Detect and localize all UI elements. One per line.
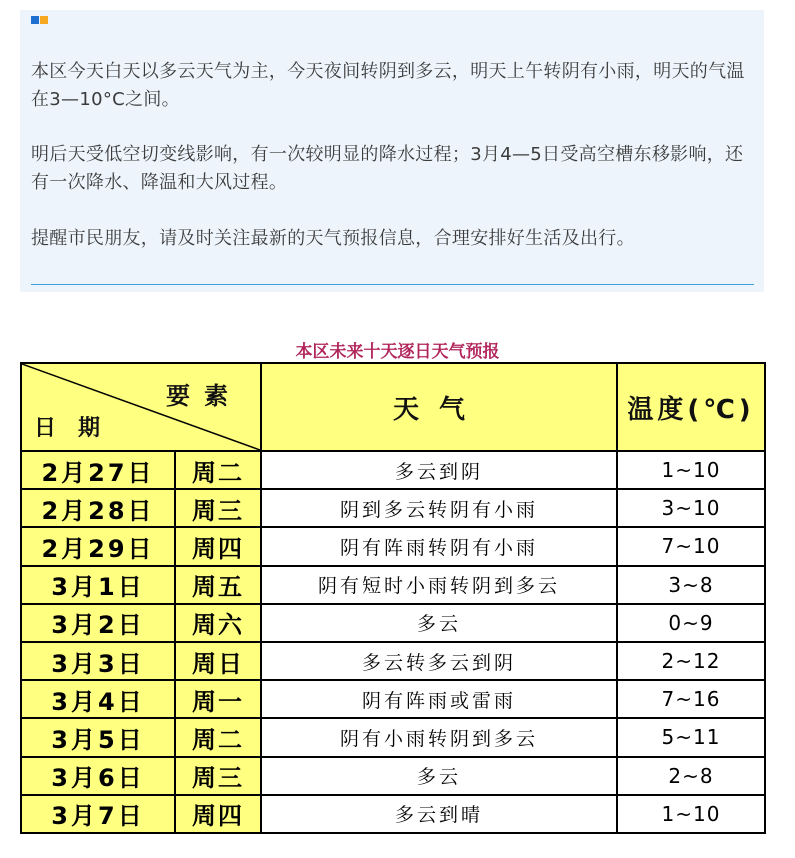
temperature-cell: 7~16 — [617, 680, 765, 718]
temperature-cell: 5~11 — [617, 718, 765, 756]
weekday-cell: 周日 — [175, 642, 261, 680]
corner-decoration-icon — [31, 16, 49, 25]
temperature-cell: 3~10 — [617, 489, 765, 527]
table-row — [21, 757, 765, 795]
weekday-cell: 周四 — [175, 795, 261, 833]
table-row — [21, 795, 765, 833]
table-row — [21, 489, 765, 527]
weekday-cell: 周三 — [175, 757, 261, 795]
date-cell: 3月3日 — [21, 642, 175, 680]
date-cell: 3月7日 — [21, 795, 175, 833]
weekday-cell: 周三 — [175, 489, 261, 527]
summary-paragraph-3: 提醒市民朋友，请及时关注最新的天气预报信息，合理安排好生活及出行。 — [31, 228, 635, 249]
table-row — [21, 680, 765, 718]
temperature-cell: 3~8 — [617, 566, 765, 604]
weekday-cell: 周二 — [175, 451, 261, 489]
table-row — [21, 527, 765, 565]
summary-paragraph-1: 本区今天白天以多云天气为主，今天夜间转阴到多云，明天上午转阴有小雨，明天的气温在3—10°C之间。 — [31, 61, 745, 110]
weather-cell: 阴有短时小雨转阴到多云 — [261, 566, 617, 604]
header-date-element-cell — [21, 363, 261, 451]
date-cell: 2月29日 — [21, 527, 175, 565]
weekday-cell: 周五 — [175, 566, 261, 604]
header-weather: 天气 — [261, 363, 617, 451]
forecast-table — [20, 362, 766, 834]
date-cell: 3月1日 — [21, 566, 175, 604]
weather-cell: 多云 — [261, 757, 617, 795]
weather-cell: 多云到晴 — [261, 795, 617, 833]
table-row — [21, 604, 765, 642]
date-cell: 2月27日 — [21, 451, 175, 489]
temperature-cell: 2~12 — [617, 642, 765, 680]
weather-cell: 多云到阴 — [261, 451, 617, 489]
date-cell: 3月4日 — [21, 680, 175, 718]
date-cell: 2月28日 — [21, 489, 175, 527]
summary-paragraph-2: 明后天受低空切变线影响，有一次较明显的降水过程；3月4—5日受高空槽东移影响，还有一次降水、降温和大风过程。 — [31, 144, 744, 193]
table-row — [21, 642, 765, 680]
header-temperature: 温度(℃) — [617, 363, 765, 451]
temperature-cell: 1~10 — [617, 451, 765, 489]
date-cell: 3月2日 — [21, 604, 175, 642]
weather-cell: 阴到多云转阴有小雨 — [261, 489, 617, 527]
weather-cell: 多云 — [261, 604, 617, 642]
header-date-label: 日期 — [34, 416, 123, 441]
weekday-cell: 周六 — [175, 604, 261, 642]
temperature-cell: 7~10 — [617, 527, 765, 565]
date-cell: 3月6日 — [21, 757, 175, 795]
header-element-label: 要素 — [166, 382, 242, 410]
weather-cell: 阴有阵雨或雷雨 — [261, 680, 617, 718]
temperature-cell: 1~10 — [617, 795, 765, 833]
table-row — [21, 718, 765, 756]
weekday-cell: 周二 — [175, 718, 261, 756]
divider-line — [31, 284, 754, 285]
table-header-row — [21, 363, 765, 451]
forecast-title: 本区未来十天逐日天气预报 — [295, 342, 500, 362]
weekday-cell: 周一 — [175, 680, 261, 718]
weather-summary-box — [20, 10, 764, 292]
weather-cell: 阴有小雨转阴到多云 — [261, 718, 617, 756]
weekday-cell: 周四 — [175, 527, 261, 565]
weather-cell: 多云转多云到阴 — [261, 642, 617, 680]
date-cell: 3月5日 — [21, 718, 175, 756]
temperature-cell: 2~8 — [617, 757, 765, 795]
weather-cell: 阴有阵雨转阴有小雨 — [261, 527, 617, 565]
table-row — [21, 451, 765, 489]
temperature-cell: 0~9 — [617, 604, 765, 642]
table-row — [21, 566, 765, 604]
